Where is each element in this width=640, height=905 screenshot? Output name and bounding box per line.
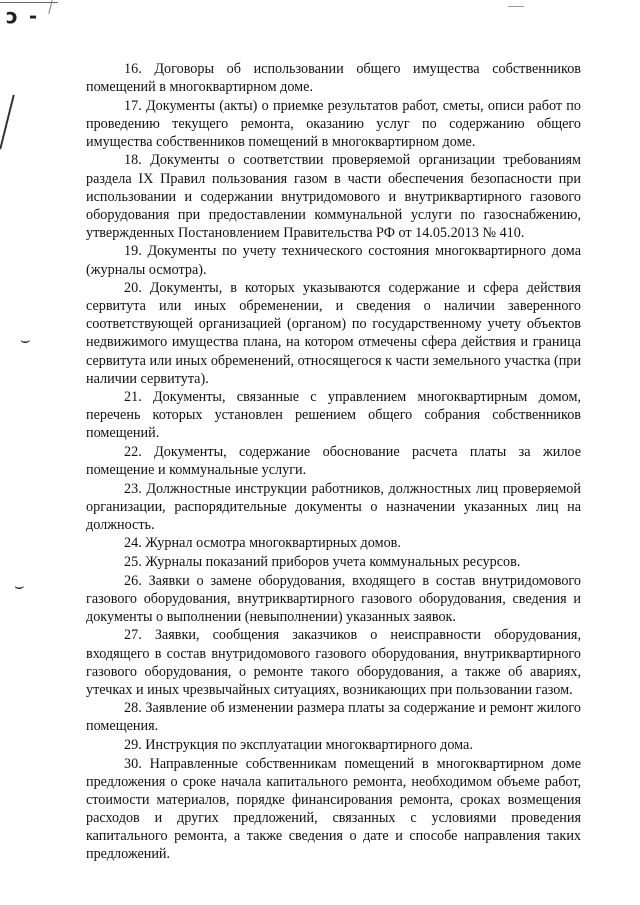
margin-tick-mark: ⌣ [14, 576, 25, 595]
list-item: 17. Документы (акты) о приемке результатов работ, сметы, описи работ по проведению текущего ремонта, оказанию услуг по содержанию общего имущества собственников помещений в многоквартирном доме. [86, 97, 581, 150]
list-item: 18. Документы о соответствии проверяемой организации требованиям раздела IX Правил пользования газом в части обеспечения безопасности при использовании и содержании внутридомового и внутриквартирного газового оборудования при предоставлении коммунальной услуги по газоснабжению, утвержденных Постановлением Правительства РФ от 14.05.2013 № 410. [86, 152, 581, 241]
list-item: 30. Направленные собственникам помещений в многоквартирном доме предложения о сроке начала капитального ремонта, необходимом объеме работ, стоимости материалов, порядке финансирования ремонта, сроках возмещения расходов и других предложений, связанных с условиями проведения капитального ремонта, а также сведения о дате и способе направления таких предложений. [86, 755, 581, 863]
list-item: 23. Должностные инструкции работников, должностных лиц проверяемой организации, распорядительные документы о назначении указанных лиц на должность. [86, 480, 581, 533]
document-body [86, 60, 581, 864]
list-item: 22. Документы, содержание обоснование расчета платы за жилое помещение и коммунальные услуги. [86, 443, 581, 479]
list-item: 26. Заявки о замене оборудования, входящего в состав внутридомового газового оборудования, внутриквартирного газового оборудования, сведения и документы о выполнении (невыполнении) указанных заявок. [86, 572, 581, 625]
corner-mark: ͻ - [6, 4, 40, 28]
list-item: 20. Документы, в которых указываются содержание и сфера действия сервитута или иных обременении, и сведения о наличии заверенного соответствующей организацией (органом) по государственному учету объектов недвижимого имущества плана, на котором отмечены сфера действия и граница сервитута или иных обременений, относящегося к части земельного участка (при наличии сервитута). [86, 280, 581, 387]
list-item: 19. Документы по учету технического состояния многоквартирного дома (журналы осмотра). [86, 243, 581, 278]
scan-edge-line [0, 2, 58, 3]
list-item: 25. Журналы показаний приборов учета коммунальных ресурсов. [124, 554, 521, 571]
scan-dash [508, 6, 524, 7]
margin-tick-mark: ⌣ [20, 330, 31, 349]
list-item: 28. Заявление об изменении размера платы за содержание и ремонт жилого помещения. [86, 700, 581, 735]
list-item: 16. Договоры об использовании общего имущества собственников помещений в многоквартирном доме. [86, 61, 581, 96]
list-item: 27. Заявки, сообщения заказчиков о неисправности оборудования, входящего в состав внутридомового газового оборудования, внутриквартирного газового оборудования, о ремонте такого оборудования, а также об авариях, утечках и иных чрезвычайных ситуациях, возникающих при пользовании газом. [86, 627, 581, 698]
margin-stroke [0, 95, 15, 150]
list-item: 21. Документы, связанные с управлением многоквартирным домом, перечень которых установлен решением общего собрания собственников помещений. [86, 389, 581, 442]
list-item: 24. Журнал осмотра многоквартирных домов. [124, 535, 401, 552]
list-item: 29. Инструкция по эксплуатации многоквартирного дома. [124, 736, 473, 753]
